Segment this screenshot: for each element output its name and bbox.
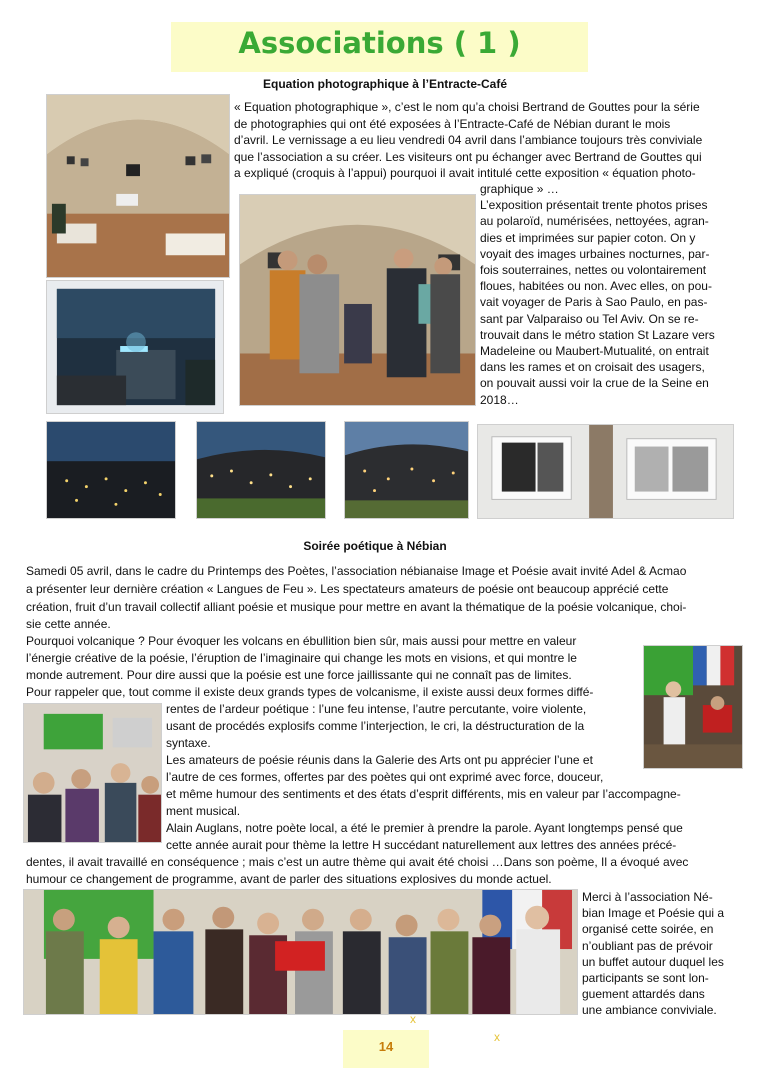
photo-group-poets [23, 889, 578, 1015]
article2-para2-line: Pour rappeler que, tout comme il existe deux grands types de volcanisme, il existe aussi deux formes diffé- [26, 685, 594, 699]
thanks-line: n’oubliant pas de prévoir [582, 938, 713, 953]
article2-para3-line: cette année aurait pour thème la lettre H succédant naturellement aux lettres des années précé- [166, 838, 677, 852]
thanks-line: Merci à l’association Né- [582, 890, 713, 904]
thanks-line: participants se sont lon- [582, 971, 709, 986]
thanks-line: un buffet autour duquel les [582, 954, 724, 969]
photo-night-city-1 [46, 421, 176, 519]
article1-col-line: dies et imprimées sur papier coton. On y [480, 230, 696, 245]
photo-night-city-2 [196, 421, 326, 519]
article1-line: d’avril. Le vernissage a eu lieu vendredi 04 avril dans l’ambiance toujours très conviviale [234, 133, 703, 147]
page-title: Associations ( 1 ) [238, 26, 521, 60]
photo-poet-on-stage [643, 645, 743, 769]
article1-col-line: floues, habitées ou non. Avec elles, on pou- [480, 279, 712, 294]
article2-para4-line: humour ce changement de programme, avant de parler des situations explosives du monde actuel. [26, 872, 552, 886]
photo-audience [23, 703, 162, 843]
article1-line: « Equation photographique », c’est le nom qu’a choisi Bertrand de Gouttes pour la série [234, 100, 700, 114]
page-number: 14 [378, 1039, 394, 1054]
photo-night-neon [46, 280, 224, 414]
thanks-line: organisé cette soirée, en [582, 922, 714, 937]
thanks-line: guement attardés dans [582, 987, 705, 1002]
thanks-line: une ambiance conviviale. [582, 1003, 717, 1018]
article1-col-line: dans les rames et on croisait des usagers, [480, 360, 705, 375]
article1-col-line: vait voyager de Paris à Sao Paulo, en pas- [480, 295, 708, 310]
article1-col-line: Madeleine ou Maubert-Mutualité, on entrait [480, 344, 709, 359]
article1-line: que l’association a su créer. Les visiteurs ont pu échanger avec Bertrand de Gouttes qui [234, 150, 702, 164]
photo-night-city-3 [344, 421, 469, 519]
photo-vernissage-crowd [239, 194, 476, 406]
article2-para3-line: Les amateurs de poésie réunis dans la Galerie des Arts ont pu apprécier l’une et [166, 753, 593, 767]
article2-para4-line: dentes, il avait travaillé en conséquence ; mais c’est un autre thème qui avait été choisi …Dans son poème, Il a évoqué avec [26, 855, 689, 869]
article2-para2-line: Pourquoi volcanique ? Pour évoquer les volcans en ébullition bien sûr, mais aussi pour mettre en valeur [26, 634, 577, 648]
article2-para3-line: Alain Auglans, notre poète local, a été le premier à prendre la parole. Ayant longtemps pensé que [166, 821, 683, 835]
article1-col-line: L’exposition présentait trente photos prises [480, 198, 708, 213]
article2-para2-line: monde autrement. Pour dire aussi que la poésie est une force jaillissante qui ne connaît pas de limites. [26, 668, 572, 682]
thanks-block [582, 889, 747, 1019]
article2-para2-line: l’énergie créative de la poésie, l’éruption de l’imaginaire qui change les mots en visions, et qui montre le [26, 651, 577, 665]
article2-intro-line: Samedi 05 avril, dans le cadre du Printemps des Poètes, l’association nébianaise Image et Poésie avait invité Adel & Acmao [26, 564, 687, 578]
x-mark: x [494, 1030, 500, 1044]
article2-heading: Soirée poétique à Nébian [303, 539, 447, 553]
x-mark: x [410, 1012, 416, 1026]
article1-col-line: trouvait dans le métro station St Lazare vers [480, 327, 715, 342]
article2-para3-line: l’autre de ces formes, offertes par des poètes qui ont exprimé avec force, douceur, [166, 770, 604, 784]
article1-col-line: on pouvait aussi voir la crue de la Seine en [480, 376, 709, 391]
article2-intro-line: sie cette année. [26, 617, 111, 631]
article1-col-line: fois souterraines, nettes ou volontairement [480, 263, 707, 278]
article1-column [480, 181, 740, 408]
article2-para3-line: usant de procédés explosifs comme l’interjection, le cri, la déstructuration de la [166, 719, 585, 733]
article2-para3-line: ment musical. [166, 804, 241, 818]
article1-line: a expliqué (croquis à l’appui) pourquoi il avait intitulé cette exposition « équation photo- [234, 166, 696, 180]
article1-col-line: sant par Valparaiso ou Tel Aviv. On se re- [480, 311, 699, 326]
article1-heading: Equation photographique à l’Entracte-Café [262, 77, 507, 91]
article2-para3-line: rentes de l’ardeur poétique : l’une feu intense, l’autre percutante, voire violente, [166, 702, 587, 716]
article1-col-line: au polaroïd, numérisées, nettoyées, agran- [480, 214, 709, 229]
article1-col-line: graphique » … [480, 182, 559, 196]
article2-para3-line: syntaxe. [166, 736, 211, 750]
article1-col-line: 2018… [480, 392, 519, 407]
article1-col-line: voyait des images urbaines nocturnes, par- [480, 246, 710, 261]
article2-intro-line: création, fruit d’un travail collectif alliant poésie et musique pour mettre en avant la thématique de la poésie volcanique, choi- [26, 600, 687, 614]
article1-line: de photographies qui ont été exposées à l’Entracte-Café de Nébian durant le mois [234, 117, 671, 131]
photo-cafe-interior [46, 94, 230, 278]
article2-para3-line: et même humour des sentiments et des états d’esprit différents, mis en valeur par l’accompagne- [166, 787, 681, 801]
article2-intro-line: a présenter leur dernière création « Langues de Feu ». Les spectateurs amateurs de poésie ont beaucoup apprécié cette [26, 582, 669, 596]
thanks-line: bian Image et Poésie qui a [582, 906, 725, 921]
photo-metro-windows [477, 424, 734, 519]
